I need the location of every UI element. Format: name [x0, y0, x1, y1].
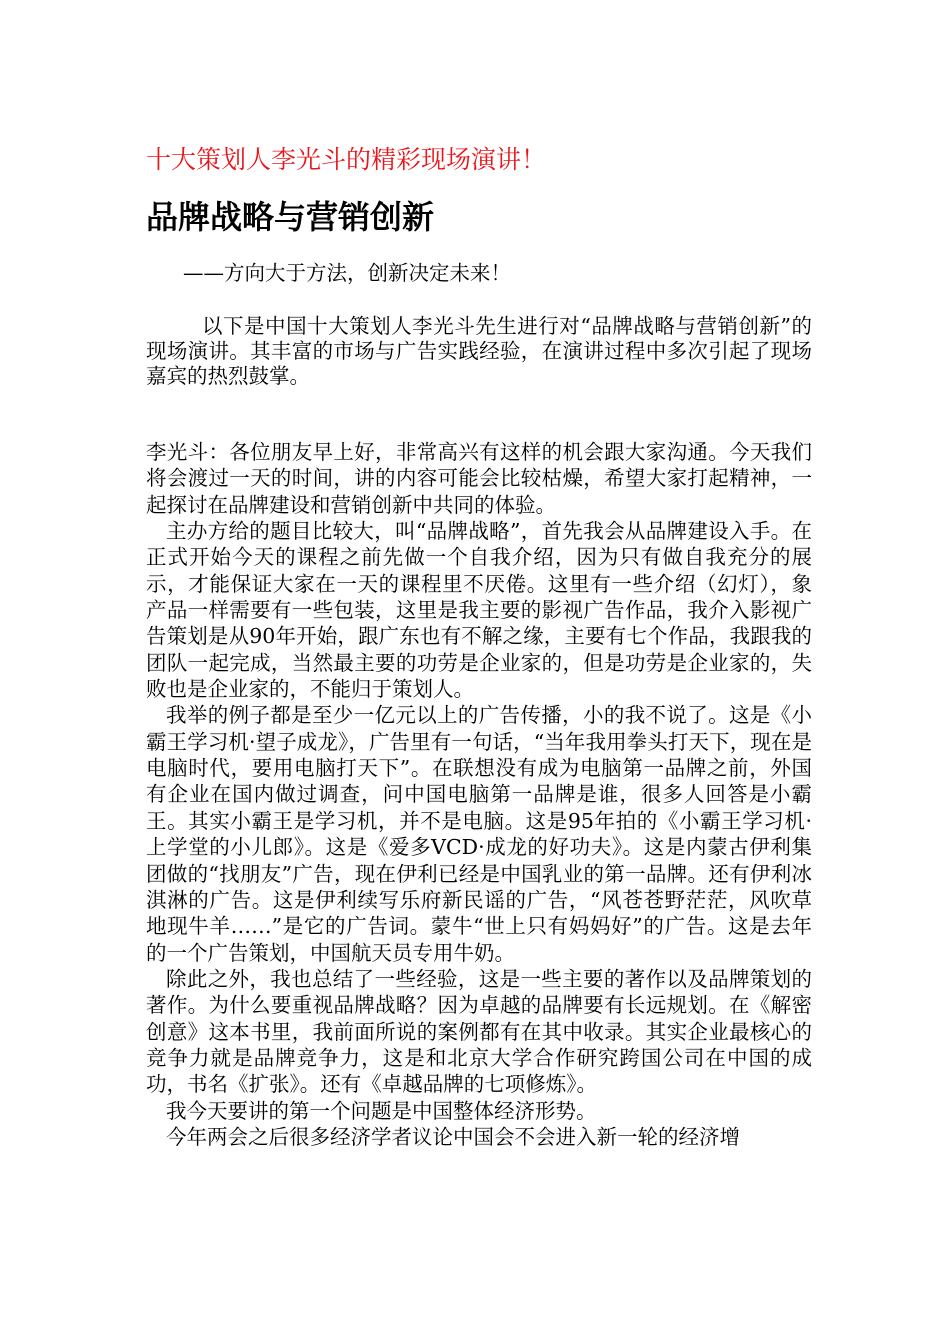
document-subtitle: ——方向大于方法，创新决定未来！ [183, 261, 511, 285]
speech-paragraph: 除此之外，我也总结了一些经验，这是一些主要的著作以及品牌策划的著作。为什么要重视品牌战略？因为卓越的品牌要有长远规划。在《解密创意》这本书里，我前面所说的案例都有在其中收录。其实企业最核心的竞争力就是品牌竞争力，这是和北京大学合作研究跨国公司在中国的成功，书名《扩张》。还有《卓越品牌的七项修炼》。 [146, 966, 812, 1097]
speech-paragraph: 我今天要讲的第一个问题是中国整体经济形势。 [166, 1098, 597, 1123]
document-kicker: 十大策划人李光斗的精彩现场演讲！ [146, 145, 547, 174]
intro-paragraph: 以下是中国十大策划人李光斗先生进行对“品牌战略与营销创新”的现场演讲。其丰富的市场与广告实践经验，在演讲过程中多次引起了现场嘉宾的热烈鼓掌。 [146, 314, 812, 388]
speech-body [146, 439, 812, 1150]
speech-paragraph: 李光斗：各位朋友早上好，非常高兴有这样的机会跟大家沟通。今天我们将会渡过一天的时间，讲的内容可能会比较枯燥，希望大家打起精神，一起探讨在品牌建设和营销创新中共同的体验。 [146, 440, 812, 517]
speech-paragraph: 主办方给的题目比较大，叫“品牌战略”，首先我会从品牌建设入手。在正式开始今天的课程之前先做一个自我介绍，因为只有做自我充分的展示，才能保证大家在一天的课程里不厌倦。这里有一些介绍（幻灯），象产品一样需要有一些包装，这里是我主要的影视广告作品，我介入影视广告策划是从90年开始，跟广东也有不解之缘，主要有七个作品，我跟我的团队一起完成，当然最主要的功劳是企业家的，但是功劳是企业家的，失败也是企业家的，不能归于策划人。 [146, 519, 812, 702]
document-title: 品牌战略与营销创新 [146, 198, 435, 236]
speech-paragraph: 我举的例子都是至少一亿元以上的广告传播，小的我不说了。这是《小霸王学习机·望子成龙》，广告里有一句话，“当年我用拳头打天下，现在是电脑时代，要用电脑打天下”。在联想没有成为电脑第一品牌之前，外国有企业在国内做过调查，问中国电脑第一品牌是谁，很多人回答是小霸王。其实小霸王是学习机，并不是电脑。这是95年拍的《小霸王学习机·上学堂的小儿郎》。这是《爱多VCD·成龙的好功夫》。这是内蒙古伊利集团做的“找朋友”广告，现在伊利已经是中国乳业的第一品牌。还有伊利冰淇淋的广告。这是伊利续写乐府新民谣的广告，“风苍苍野茫茫，风吹草地现牛羊……”是它的广告词。蒙牛“世上只有妈妈好”的广告。这是去年的一个广告策划，中国航天员专用牛奶。 [146, 703, 812, 965]
speech-paragraph: 今年两会之后很多经济学者议论中国会不会进入新一轮的经济增 [166, 1124, 740, 1149]
